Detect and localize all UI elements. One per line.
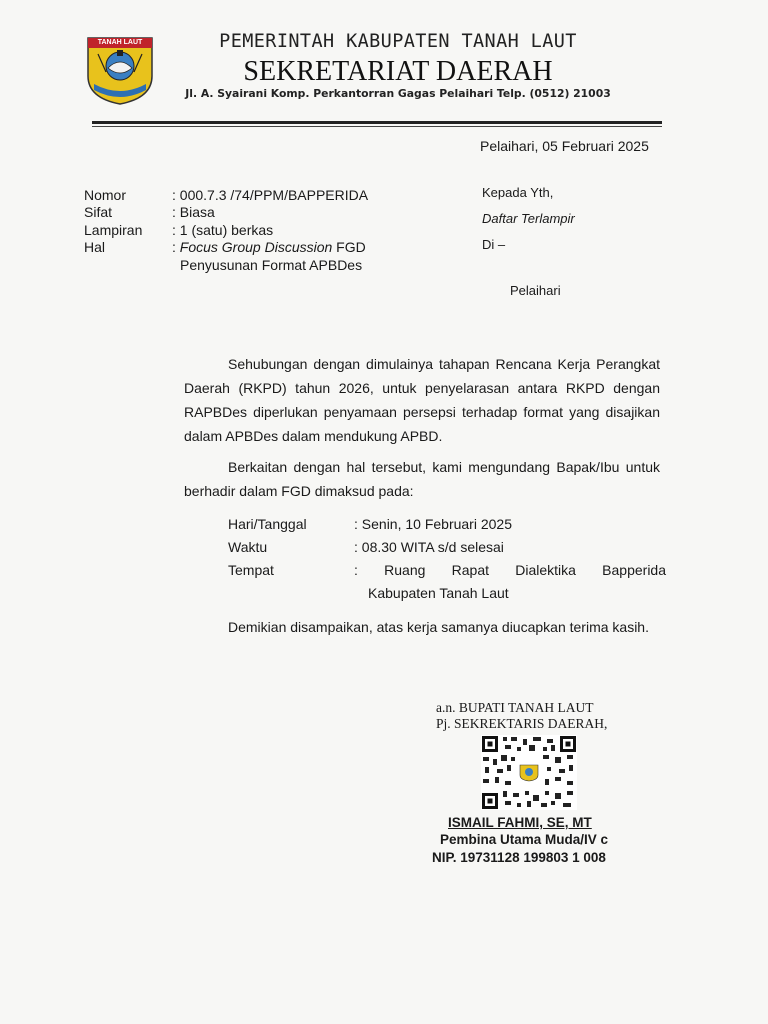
regency-logo [84,32,156,106]
schedule-label-time: Waktu [228,539,268,555]
lampiran-label: Lampiran [84,222,143,238]
hal-rest: FGD [332,239,366,255]
nomor-value: : 000.7.3 /74/PPM/BAPPERIDA [172,187,369,203]
sifat-label: Sifat [84,204,113,220]
signatory-rank: Pembina Utama Muda/IV c [440,832,609,847]
signatory-name: ISMAIL FAHMI, SE, MT [448,815,592,830]
body-paragraph-3: Demikian disampaikan, atas kerja samanya diucapkan terima kasih. [228,619,649,635]
letterhead-office: SEKRETARIAT DAERAH [243,56,553,87]
logo-text: TANAH LAUT [97,39,143,46]
letterhead-government: PEMERINTAH KABUPATEN TANAH LAUT [219,31,577,52]
schedule-value-time: : 08.30 WITA s/d selesai [354,539,504,555]
hal-label: Hal [84,239,106,255]
schedule-place-line2: Kabupaten Tanah Laut [368,585,509,601]
schedule-value-date: : Senin, 10 Februari 2025 [354,516,512,532]
signature-an: a.n. BUPATI TANAH LAUT [436,700,594,715]
recipient-kepada: Kepada Yth, [482,185,554,200]
hal-italic: Focus Group Discussion [179,239,333,255]
schedule-value-place: : Ruang Rapat Dialektika Bapperida [354,562,666,578]
nomor-label: Nomor [84,187,127,203]
qr-code [481,735,577,810]
letterhead-divider [92,121,662,124]
hal-value [172,238,366,256]
recipient-list: Daftar Terlampir [482,211,575,226]
letterhead-address: Jl. A. Syairani Komp. Perkantorran Gagas Pelaihari Telp. (0512) 21003 [185,87,611,100]
signature-position: Pj. SEKREKTARIS DAERAH, [436,716,608,731]
schedule-label-place: Tempat [228,562,274,578]
recipient-place: Pelaihari [510,283,561,298]
recipient-di: Di – [482,237,506,252]
signatory-nip: NIP. 19731128 199803 1 008 [432,850,606,865]
sifat-value: : Biasa [172,204,215,220]
place-date: Pelaihari, 05 Februari 2025 [480,138,649,154]
lampiran-value: : 1 (satu) berkas [172,222,274,238]
hal-prefix: : [172,239,180,255]
letterhead-divider-thin [92,126,662,127]
schedule-label-date: Hari/Tanggal [228,516,307,532]
hal-value-line2: Penyusunan Format APBDes [180,257,363,273]
body-paragraph-2: Berkaitan dengan hal tersebut, kami mengundang Bapak/Ibu untuk berhadir dalam FGD dimaksud pada: [184,459,660,499]
body-paragraph-1: Sehubungan dengan dimulainya tahapan Rencana Kerja Perangkat Daerah (RKPD) tahun 2026, untuk penyelarasan antara RKPD dengan RAPBDes diperlukan penyamaan persepsi terhadap format yang disajikan dalam APBDes dalam mendukung APBD. [184,356,660,444]
